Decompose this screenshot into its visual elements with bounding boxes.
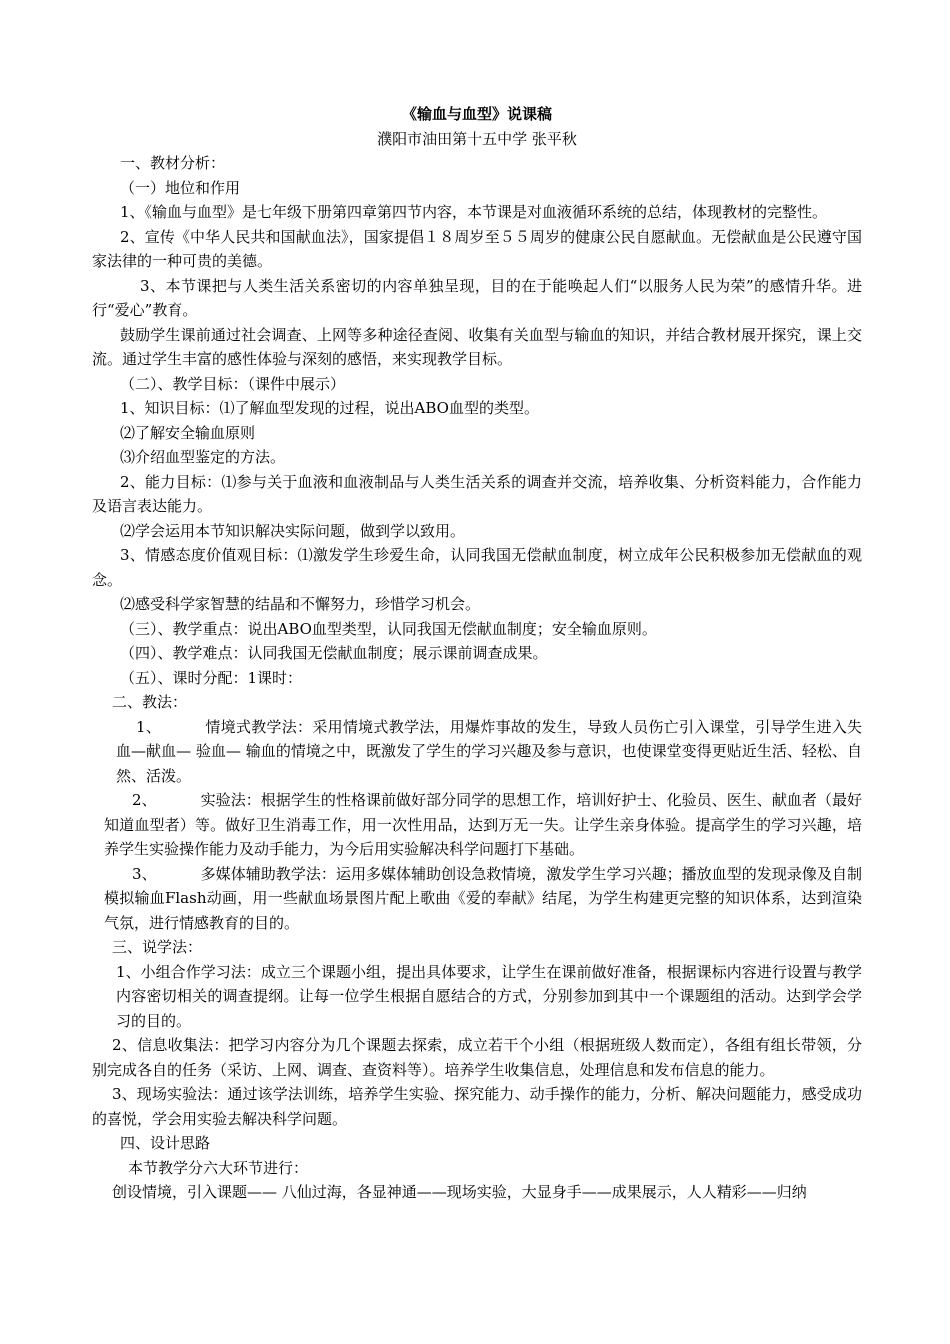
section-heading: 四、设计思路: [120, 1134, 211, 1152]
paragraph: 2、宣传《中华人民共和国献血法》，国家提倡１８周岁至５５周岁的健康公民自愿献血。无偿献血是公民遵守国家法律的一种可贵的美德。: [92, 227, 862, 270]
paragraph: 1、《输血与血型》是七年级下册第四章第四节内容，本节课是对血液循环系统的总结，体现教材的完整性。: [120, 203, 828, 221]
method-text: 实验法：根据学生的性格课前做好部分同学的思想工作，培训好护士、化验员、医生、献血者（最好知道血型者）等。做好卫生消毒工作，用一次性用品，达到万无一失。让学生亲身体验。提高学生的学习兴趣，培养学生实验操作能力及动手能力，为今后用实验解决科学问题打下基础。: [104, 791, 862, 858]
method-text: 多媒体辅助教学法：运用多媒体辅助创设急救情境，激发学生学习兴趣；播放血型的发现录像及自制模拟输血Flash动画，用一些献血场景图片配上歌曲《爱的奉献》结尾，为学生构建更完整的知识体系，达到渲染气氛，进行情感教育的目的。: [104, 864, 862, 932]
paragraph: ⑵了解安全输血原则: [120, 423, 256, 442]
paragraph: 3、现场实验法：通过该学法训练，培养学生实验、探究能力、动手操作的能力，分析、解决问题能力，感受成功的喜悦，学会用实验去解决科学问题。: [92, 1085, 862, 1128]
subsection-heading: （三）、教学重点：说出ABO血型类型，认同我国无偿献血制度；安全输血原则。: [120, 619, 657, 638]
method-item: [92, 862, 862, 936]
paragraph: 2、能力目标：⑴参与关于血液和血液制品与人类生活关系的调查并交流，培养收集、分析资料能力，合作能力及语言表达能力。: [92, 472, 862, 515]
paragraph: ⑵感受科学家智慧的结晶和不懈努力，珍惜学习机会。: [120, 595, 481, 613]
section-heading: 一、教材分析：: [120, 154, 226, 172]
paragraph: 本节教学分六大环节进行：: [128, 1158, 309, 1177]
method-text: 情境式教学法：采用情境式教学法，用爆炸事故的发生，导致人员伤亡引入课堂，引导学生进入失血—献血— 验血— 输血的情境之中，既激发了学生的学习兴趣及参与意识，也使课堂变得更贴近生活、轻松、自然、活泼。: [116, 717, 862, 785]
paragraph: 1、小组合作学习法：成立三个课题小组，提出具体要求，让学生在课前做好准备，根据课标内容进行设置与教学内容密切相关的调查提纲。让每一位学生根据自愿结合的方式，分别参加到其中一个课题组的活动。达到学会学习的目的。: [116, 962, 862, 1030]
paragraph: ⑵学会运用本节知识解决实际问题，做到学以致用。: [120, 521, 466, 540]
method-number: 1、: [136, 717, 162, 736]
paragraph: 3、本节课把与人类生活关系密切的内容单独呈现，目的在于能唤起人们“以服务人民为荣”的感情升华。进行“爱心”教育。: [92, 276, 862, 319]
document-title: 《输血与血型》说课稿: [401, 105, 552, 123]
paragraph: 2、信息收集法：把学习内容分为几个课题去探索，成立若干个小组（根据班级人数而定），各组有组长带领，分别完成各自的任务（采访、上网、调查、查资料等）。培养学生收集信息，处理信息和发布信息的能力。: [92, 1036, 862, 1079]
method-item: [92, 788, 862, 862]
section-heading: 二、教法：: [112, 693, 188, 711]
paragraph: 3、情感态度价值观目标：⑴激发学生珍爱生命，认同我国无偿献血制度，树立成年公民积极参加无偿献血的观念。: [92, 546, 862, 589]
paragraph: 创设情境，引入课题—— 八仙过海，各显神通——现场实验，大显身手——成果展示，人人精彩——归纳: [112, 1183, 807, 1201]
method-item: [92, 715, 862, 789]
subsection-heading: （二）、教学目标：（课件中展示）: [120, 374, 346, 393]
method-number: 3、: [132, 864, 157, 883]
document-body: [92, 102, 862, 1205]
subsection-heading: （五）、课时分配：1课时：: [120, 668, 303, 687]
subsection-heading: （一）地位和作用: [120, 178, 241, 197]
subsection-heading: （四）、教学难点：认同我国无偿献血制度；展示课前调查成果。: [120, 644, 548, 662]
method-number: 2、: [132, 791, 157, 809]
paragraph: 1、知识目标：⑴了解血型发现的过程，说出ABO血型的类型。: [120, 399, 539, 417]
paragraph: 鼓励学生课前通过社会调查、上网等多种途径查阅、收集有关血型与输血的知识，并结合教材展开探究，课上交流。通过学生丰富的感性体验与深刻的感悟，来实现教学目标。: [92, 325, 862, 368]
paragraph: ⑶介绍血型鉴定的方法。: [120, 448, 286, 466]
author-line: 濮阳市油田第十五中学 张平秋: [377, 129, 577, 148]
section-heading: 三、说学法：: [112, 938, 203, 956]
